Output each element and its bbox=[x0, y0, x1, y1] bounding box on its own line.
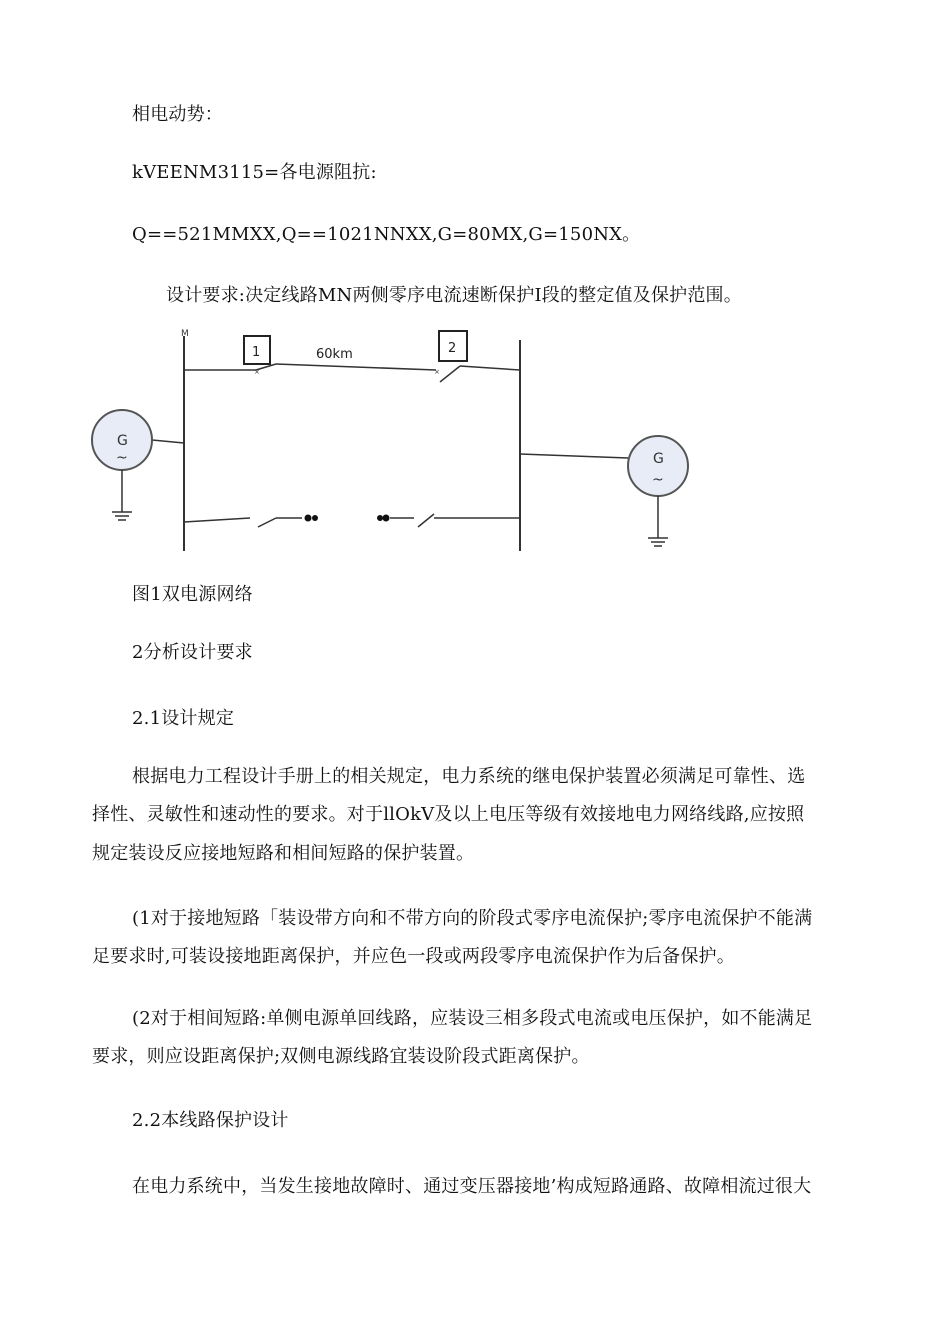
breaker-1-label: 1 bbox=[252, 345, 261, 360]
fault-point-right bbox=[377, 515, 383, 521]
distance-label: 60km bbox=[316, 347, 353, 362]
breaker-1-mark: × bbox=[254, 368, 260, 376]
text-line-emf: 相电动势： bbox=[132, 104, 223, 125]
paragraph-2-line-1: (1对于接地短路「装设带方向和不带方向的阶段式零序电流保护;零序电流保护不能满 bbox=[132, 908, 813, 929]
section-heading: 2分析设计要求 bbox=[132, 642, 253, 663]
breaker-2-label: 2 bbox=[448, 341, 457, 356]
right-gen-connection bbox=[520, 454, 628, 458]
right-generator-symbol: ~ bbox=[652, 472, 664, 488]
top-line-segment-3 bbox=[460, 366, 520, 370]
subsection-heading-2-1: 2.1设计规定 bbox=[132, 708, 235, 729]
paragraph-1-line-3: 规定装设反应接地短路和相间短路的保护装置。 bbox=[92, 843, 475, 864]
paragraph-4-line-1: 在电力系统中，当发生接地故障时、通过变压器接地’构成短路通路、故障相流过很大 bbox=[132, 1176, 812, 1197]
paragraph-3-line-1: (2对于相间短路:单侧电源单回线路，应装设三相多段式电流或电压保护，如不能满足 bbox=[132, 1008, 813, 1029]
text-line-design-requirement: 设计要求:决定线路MN两侧零序电流速断保护I段的整定值及保护范围。 bbox=[166, 285, 742, 306]
left-generator-symbol: ~ bbox=[116, 450, 128, 466]
text-line-impedance-intro: kVEENM3115=各电源阻抗: bbox=[132, 162, 377, 183]
breaker-2-mark: × bbox=[434, 368, 440, 376]
paragraph-2-line-2: 足要求时,可装设接地距离保护，并应色一段或两段零序电流保护作为后备保护。 bbox=[92, 946, 735, 967]
breaker-2-contact bbox=[440, 366, 460, 382]
left-generator-label: G bbox=[117, 433, 128, 449]
fault-point-left bbox=[305, 515, 312, 522]
right-generator-label: G bbox=[653, 451, 664, 467]
paragraph-1-line-1: 根据电力工程设计手册上的相关规定，电力系统的继电保护装置必须满足可靠性、选 bbox=[132, 766, 806, 787]
dual-source-network-diagram bbox=[88, 322, 698, 558]
bottom-breaker-left bbox=[258, 518, 276, 527]
bottom-breaker-right bbox=[418, 514, 434, 527]
top-line-segment-2 bbox=[276, 364, 436, 370]
bus-label-m: M bbox=[181, 329, 189, 339]
fault-point-left-2 bbox=[312, 515, 318, 521]
paragraph-1-line-2: 择性、灵敏性和速动性的要求。对于llOkV及以上电压等级有效接地电力网络线路,应按照 bbox=[92, 804, 805, 825]
fault-point-right-2 bbox=[383, 515, 390, 522]
figure-caption: 图1双电源网络 bbox=[132, 584, 253, 605]
paragraph-3-line-2: 要求，则应设距离保护;双侧电源线路宜装设阶段式距离保护。 bbox=[92, 1046, 590, 1067]
subsection-heading-2-2: 2.2本线路保护设计 bbox=[132, 1110, 289, 1131]
text-line-impedance-values: Q==521MMXX,Q==1021NNXX,G=80MX,G=150NX。 bbox=[132, 224, 641, 245]
left-gen-connection bbox=[152, 440, 184, 443]
bottom-line-left bbox=[184, 518, 250, 522]
